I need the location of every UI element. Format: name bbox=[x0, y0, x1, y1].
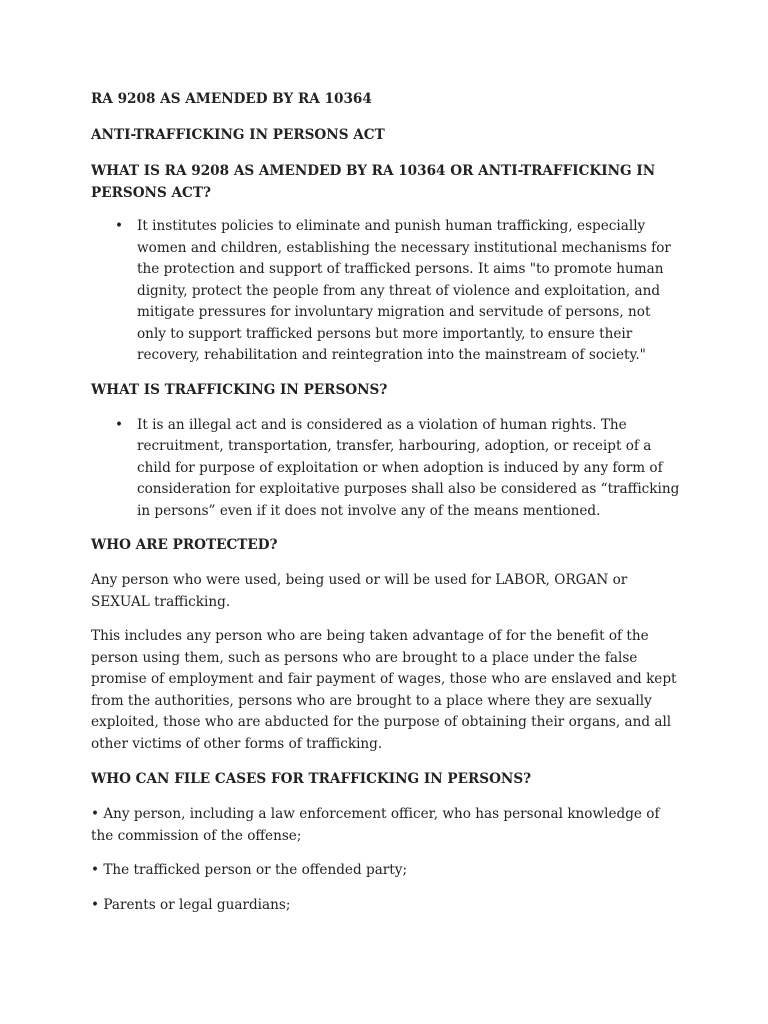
bullet-list bbox=[91, 216, 682, 367]
paragraph: Any person who were used, being used or will be used for LABOR, ORGAN or SEXUAL trafficking. bbox=[91, 572, 628, 610]
document-title-act: ANTI-TRAFFICKING IN PERSONS ACT bbox=[91, 127, 385, 143]
section-what-is-trafficking bbox=[91, 379, 682, 523]
section-heading: WHAT IS TRAFFICKING IN PERSONS? bbox=[91, 381, 388, 398]
list-item-text: It is an illegal act and is considered as a violation of human rights. The recruitment, transportation, transfer, harbouring, adoption, or receipt of a child for purpose of exploitation or when adoption is induced by any form of consideration for exploitative purposes shall also be considered as “trafficking in persons” even if it does not involve any of the means mentioned. bbox=[137, 416, 680, 519]
section-heading: WHO ARE PROTECTED? bbox=[91, 537, 278, 553]
section-heading: WHO CAN FILE CASES FOR TRAFFICKING IN PERSONS? bbox=[91, 771, 532, 787]
list-item: • The trafficked person or the offended party; bbox=[91, 862, 408, 878]
section-heading: WHAT IS RA 9208 AS AMENDED BY RA 10364 OR ANTI-TRAFFICKING IN PERSONS ACT? bbox=[91, 163, 656, 201]
bullet-icon: • bbox=[115, 218, 124, 234]
list-item bbox=[115, 415, 682, 523]
paragraph: This includes any person who are being taken advantage of for the benefit of the person using them, such as persons who are brought to a place under the false promise of employment and fair payment of wages, those who are enslaved and kept from the authorities, persons who are brought to a place where they are sexually exploited, those who are abducted for the purpose of obtaining their organs, and all other victims of other forms of trafficking. bbox=[91, 628, 677, 752]
list-item-text: It institutes policies to eliminate and punish human trafficking, especially women and children, establishing the necessary institutional mechanisms for the protection and support of trafficked persons. It aims "to promote human dignity, protect the people from any threat of violence and exploitation, and mitigate pressures for involuntary migration and servitude of persons, not only to support trafficked persons but more importantly, to ensure their recovery, rehabilitation and reintegration into the mainstream of society." bbox=[137, 218, 671, 363]
section-who-are-protected bbox=[91, 534, 682, 755]
section-who-can-file bbox=[91, 768, 682, 916]
section-what-is-ra9208 bbox=[91, 160, 682, 367]
bullet-icon: • bbox=[115, 416, 124, 433]
bullet-list bbox=[91, 415, 682, 523]
list-item bbox=[115, 216, 682, 367]
list-item: • Parents or legal guardians; bbox=[91, 896, 291, 913]
list-item: • Any person, including a law enforcement officer, who has personal knowledge of the commission of the offense; bbox=[91, 806, 660, 844]
document-title-law: RA 9208 AS AMENDED BY RA 10364 bbox=[91, 91, 372, 107]
